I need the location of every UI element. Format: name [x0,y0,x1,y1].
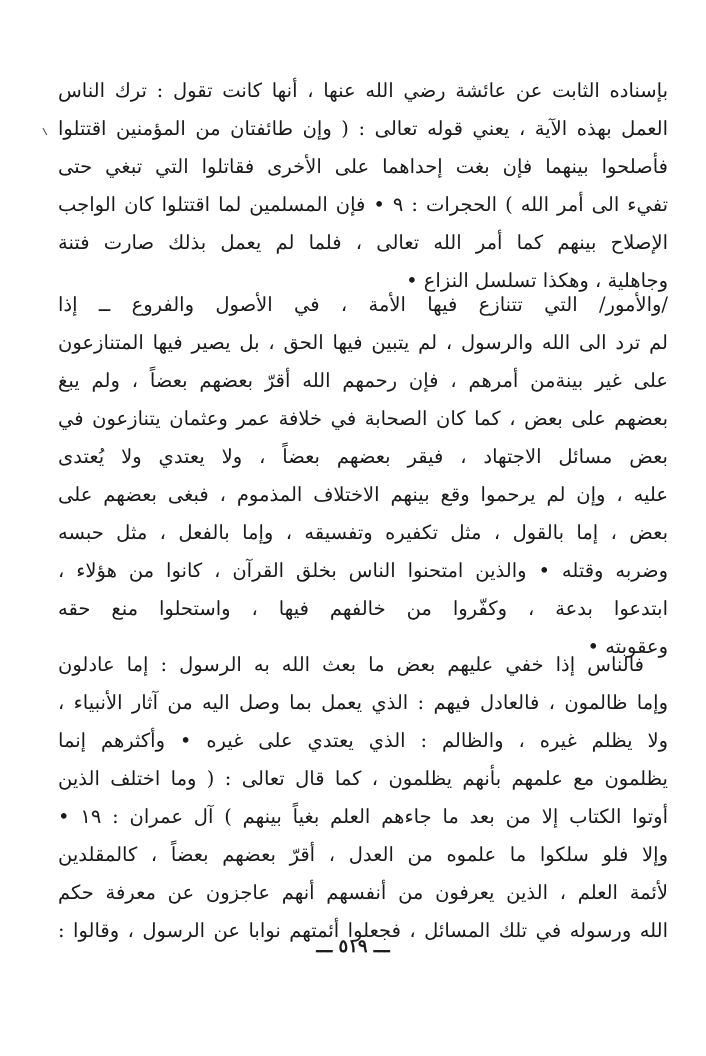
text-line: وعقوبته • [587,635,668,658]
text-line: يظلمون مع علمهم بأنهم يظلمون ، كما قال تعالى : ( وما اختلف الذين [58,767,668,790]
text-line: الإصلاح بينهم كما أمر الله تعالى ، فلما لم يعمل بذلك صارت فتنة [58,231,668,254]
text-line: وجاهلية ، وهكذا تسلسل النزاع • [406,269,668,292]
paragraph-1 [58,72,668,300]
text-line: وضربه وقتله • والذين امتحنوا الناس بخلق القرآن ، كانوا من هؤلاء ، [58,559,668,582]
paragraph-2 [58,286,668,666]
margin-mark [42,125,52,135]
text-line: ولا يظلم غيره ، والظالم : الذي يعتدي على غيره • وأكثرهم إنما [58,729,668,752]
text-line: بعض مسائل الاجتهاد ، فيقر بعضهم بعضاً ، ولا يعتدي ولا يُعتدى [58,445,668,468]
text-line: وإما ظالمون ، فالعادل فيهم : الذي يعمل بما وصل اليه من آثار الأنبياء ، [58,691,668,714]
text-line: عليه ، وإن لم يرحموا وقع بينهم الاختلاف المذموم ، فبغى بعضهم على [58,483,668,506]
text-line: تفيء الى أمر الله ) الحجرات : ٩ • فإن المسلمين لما اقتتلوا كان الواجب [58,193,668,216]
text-line: /والأمور/ التي تتنازع فيها الأمة ، في الأصول والفروع ــ إذا [58,293,668,316]
paragraph-3 [58,646,668,950]
text-line: أوتوا الكتاب إلا من بعد ما جاءهم العلم بغياً بينهم ) آل عمران : ١٩ • [58,805,668,828]
text-line: على غير بينةمن أمرهم ، فإن رحمهم الله أقرّ بعضهم بعضاً ، ولم يبغ [58,369,668,392]
text-line: بعضهم على بعض ، كما كان الصحابة في خلافة عمر وعثمان يتنازعون في [58,407,668,430]
text-line: العمل بهذه الآية ، يعني قوله تعالى : ( وإن طائفتان من المؤمنين اقتتلوا [58,117,668,140]
text-line: فأصلحوا بينهما فإن بغت إحداهما على الأخرى فقاتلوا التي تبغي حتى [58,155,668,178]
text-line: بإسناده الثابت عن عائشة رضي الله عنها ، أنها كانت تقول : ترك الناس [58,79,668,102]
text-line: بعض ، إما بالقول ، مثل تكفيره وتفسيقه ، وإما بالفعل ، مثل حبسه [58,521,668,544]
text-line: فالناس إذا خفي عليهم بعض ما بعث الله به الرسول : إما عادلون [58,653,644,676]
text-line: لم ترد الى الله والرسول ، لم يتبين فيها الحق ، بل يصير فيها المتنازعون [58,331,668,354]
text-line: ابتدعوا بدعة ، وكفّروا من خالفهم فيها ، واستحلوا منع حقه [58,597,668,620]
page-number: ـــ ٥١٩ ـــ [316,936,390,957]
text-line: الله ورسوله في تلك المسائل ، فجعلوا أئمتهم نوابا عن الرسول ، وقالوا : [58,919,668,942]
text-line: وإلا فلو سلكوا ما علموه من العدل ، أقرّ بعضهم بعضاً ، كالمقلدين [58,843,668,866]
text-line: لأئمة العلم ، الذين يعرفون من أنفسهم أنهم عاجزون عن معرفة حكم [58,881,668,904]
